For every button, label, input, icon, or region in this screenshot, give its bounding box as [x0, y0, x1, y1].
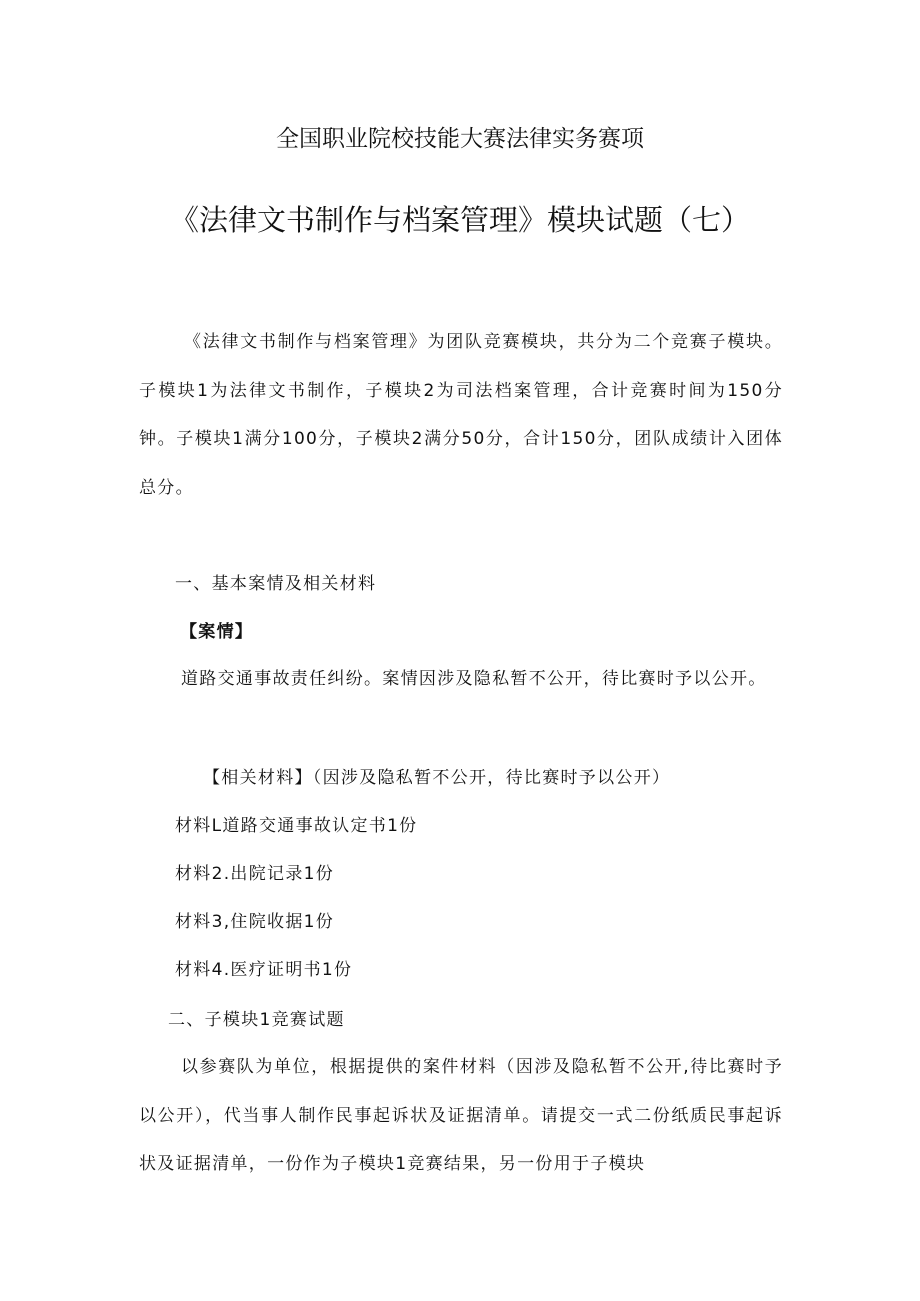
- document-title: 全国职业院校技能大赛法律实务赛项: [276, 126, 644, 152]
- material-item: 材料2.出院记录1份: [175, 864, 335, 884]
- case-paragraph: 道路交通事故责任纠纷。案情因涉及隐私暂不公开，待比赛时予以公开。: [181, 669, 767, 689]
- material-item: 材料L道路交通事故认定书1份: [175, 816, 418, 836]
- material-item: 材料4.医疗证明书1份: [175, 960, 353, 980]
- section-1-heading: 一、基本案情及相关材料: [175, 574, 377, 594]
- section-2-heading: 二、子模块1竞赛试题: [168, 1010, 345, 1030]
- materials-heading: 【相关材料】（因涉及隐私暂不公开，待比赛时予以公开）: [203, 768, 671, 788]
- intro-paragraph: 《法律文书制作与档案管理》为团队竞赛模块，共分为二个竞赛子模块。子模块1为法律文书制作，子模块2为司法档案管理，合计竞赛时间为150分钟。子模块1满分100分，子模块2满分50分，合计150分，团队成绩计入团体总分。: [139, 332, 783, 498]
- document-subtitle: 《法律文书制作与档案管理》模块试题（七）: [169, 203, 750, 237]
- material-item: 材料3,住院收据1份: [175, 912, 335, 932]
- case-label: 【案情】: [180, 622, 254, 642]
- task-paragraph: 以参赛队为单位，根据提供的案件材料（因涉及隐私暂不公开,待比赛时予以公开），代当事人制作民事起诉状及证据清单。请提交一式二份纸质民事起诉状及证据清单，一份作为子模块1竞赛结果，另一份用于子模块: [139, 1057, 783, 1174]
